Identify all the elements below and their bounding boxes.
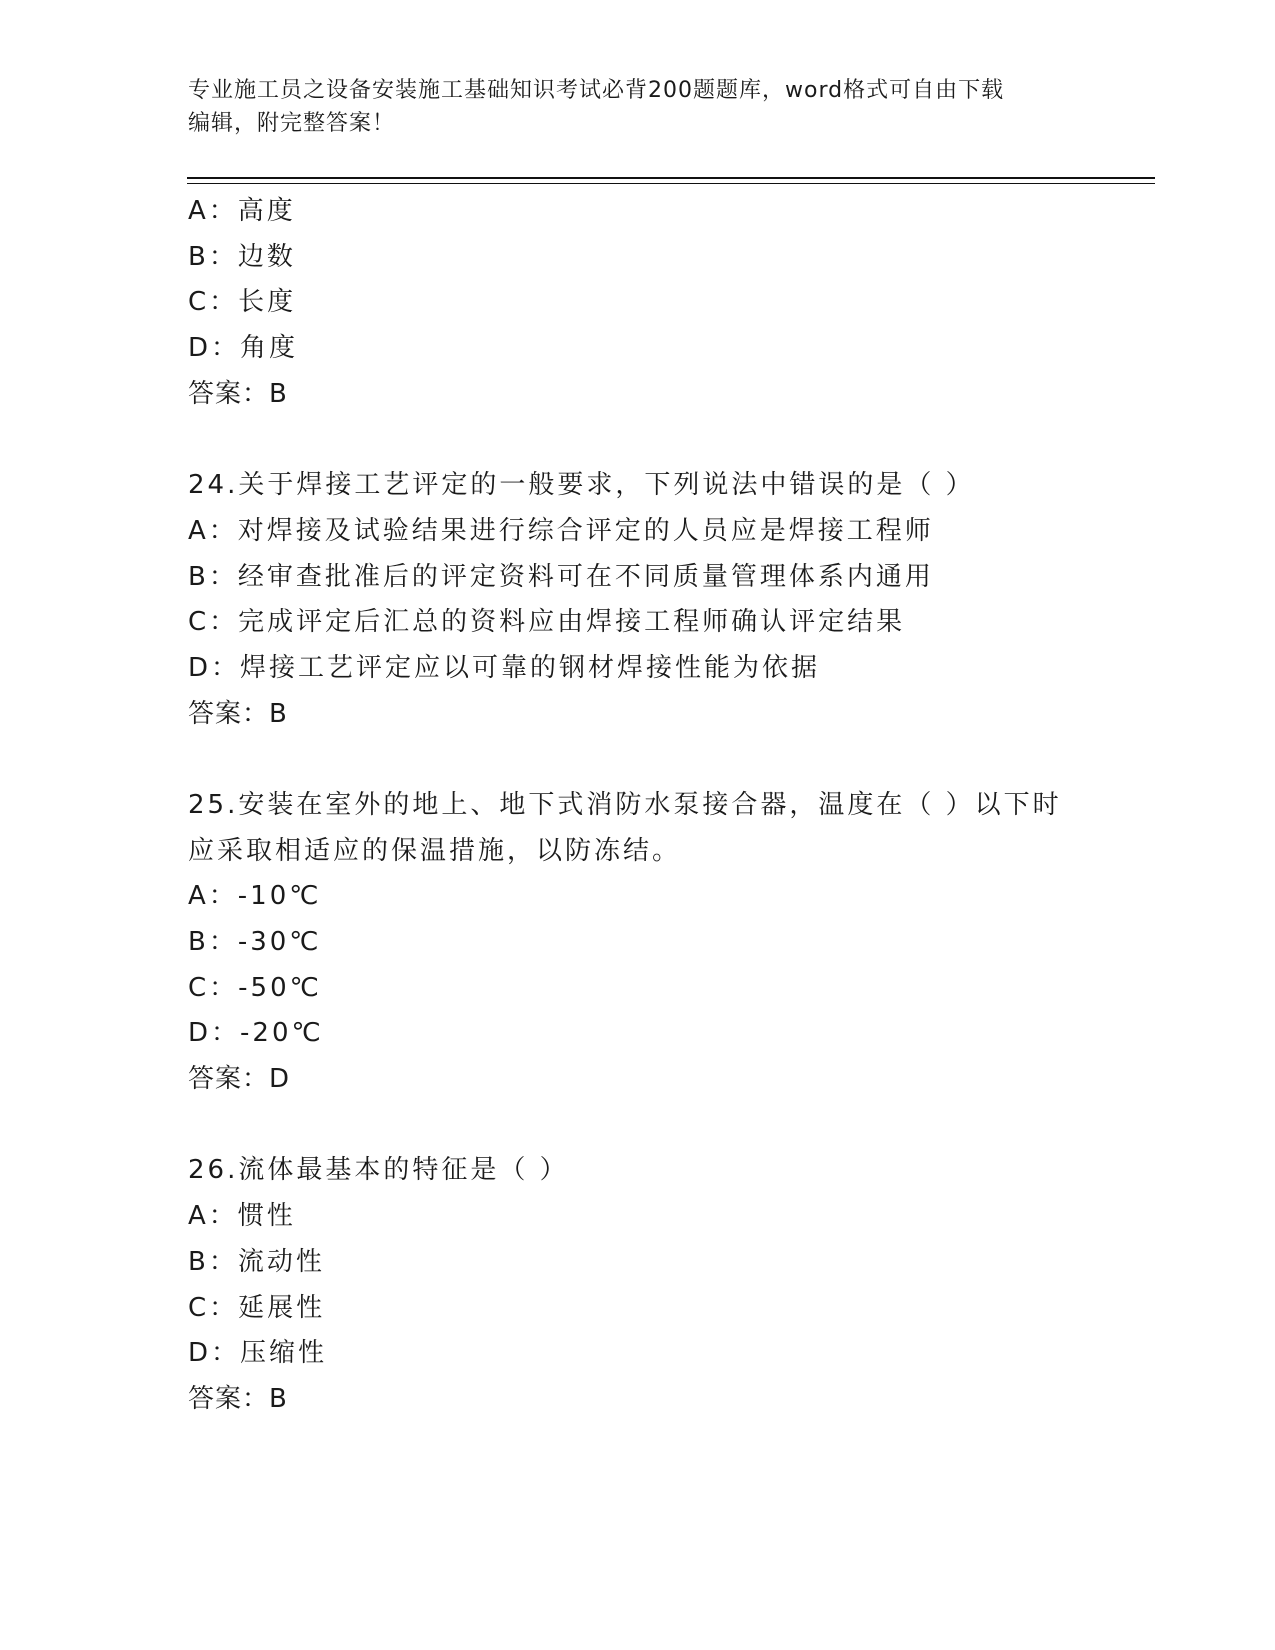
header-rule-thin: [187, 183, 1155, 184]
option-a: A：高度: [188, 196, 296, 226]
spacer: [188, 737, 1148, 783]
question-25: [188, 783, 1148, 1103]
option-b: B：-30℃: [188, 927, 322, 957]
answer: 答案：B: [188, 698, 288, 729]
answer: 答案：B: [188, 1383, 288, 1414]
document-header: [188, 74, 1088, 140]
header-rule-thick: [187, 177, 1155, 179]
option-c: C：长度: [188, 287, 297, 318]
question-stem-line-1: 25.安装在室外的地上、地下式消防水泵接合器，温度在（ ）以下时: [188, 789, 1062, 820]
option-d: D：-20℃: [188, 1018, 324, 1049]
question-24: [188, 463, 1148, 737]
question-26: [188, 1148, 1148, 1422]
spacer: [188, 417, 1148, 463]
option-c: C：延展性: [188, 1292, 326, 1323]
header-title-line-1: 专业施工员之设备安装施工基础知识考试必背200题题库，word格式可自由下载: [188, 78, 1005, 103]
header-title-line-2: 编辑，附完整答案！: [188, 111, 396, 136]
question-list: [188, 189, 1148, 1423]
option-d: D：焊接工艺评定应以可靠的钢材焊接性能为依据: [188, 652, 821, 683]
option-a: A：对焊接及试验结果进行综合评定的人员应是焊接工程师: [188, 515, 934, 546]
question-stem-line-2: 应采取相适应的保温措施，以防冻结。: [188, 835, 682, 866]
question-stem: 24.关于焊接工艺评定的一般要求，下列说法中错误的是（ ）: [188, 470, 975, 501]
option-a: A：惯性: [188, 1201, 296, 1232]
spacer: [188, 1103, 1148, 1149]
option-d: D：压缩性: [188, 1338, 328, 1369]
option-d: D：角度: [188, 333, 299, 364]
question-stem: 26.流体最基本的特征是（ ）: [188, 1155, 569, 1186]
question-23: [188, 189, 1148, 417]
option-b: B：经审查批准后的评定资料可在不同质量管理体系内通用: [188, 561, 934, 592]
option-c: C：完成评定后汇总的资料应由焊接工程师确认评定结果: [188, 607, 906, 638]
answer: 答案：D: [188, 1064, 291, 1095]
option-c: C：-50℃: [188, 972, 322, 1003]
option-a: A：-10℃: [188, 881, 322, 912]
answer: 答案：B: [188, 378, 288, 409]
option-b: B：流动性: [188, 1246, 325, 1277]
option-b: B：边数: [188, 241, 296, 272]
